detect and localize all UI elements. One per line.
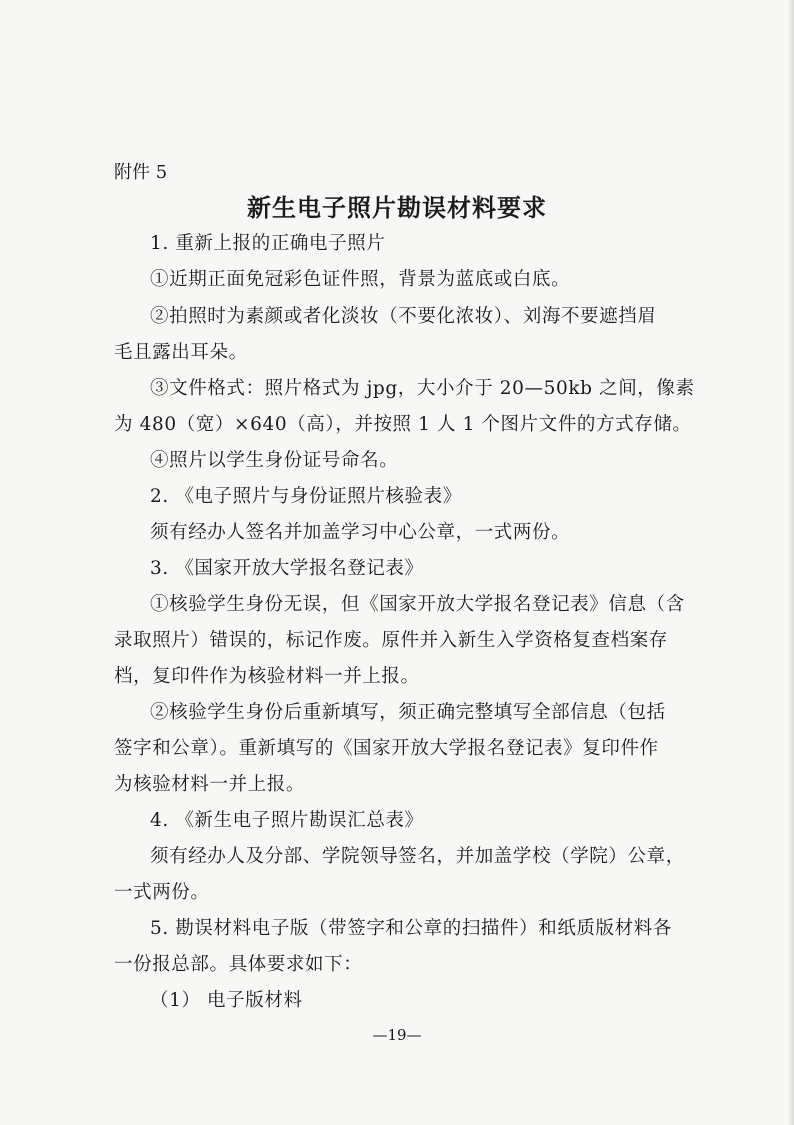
page-number: —19— [372,1026,422,1044]
section-1-heading: 1. 重新上报的正确电子照片 [150,233,386,254]
paragraph-line: ②拍照时为素颜或者化淡妆（不要化浓妆）、刘海不要遮挡眉 [150,306,657,327]
paragraph-line: ②核验学生身份后重新填写，须正确完整填写全部信息（包括 [150,702,666,723]
paragraph-line: 录取照片）错误的，标记作废。原件并入新生入学资格复查档案存 [114,630,668,651]
paragraph-line: 毛且露出耳朵。 [114,342,248,363]
section-3-heading: 3. 《国家开放大学报名登记表》 [150,558,424,579]
paragraph-line: 签字和公章）。重新填写的《国家开放大学报名登记表》复印件作 [114,738,659,759]
subsection-heading: （1） 电子版材料 [150,990,303,1011]
paragraph-line: 一式两份。 [114,882,210,903]
paragraph-line: ③文件格式：照片格式为 jpg，大小介于 20—50kb 之间，像素 [150,378,695,399]
scan-edge-shadow [788,0,794,1125]
paragraph-line: ①核验学生身份无误，但《国家开放大学报名登记表》信息（含 [150,594,685,615]
paragraph-line: 须有经办人签名并加盖学习中心公章，一式两份。 [150,522,571,543]
paragraph-line: 为 480（宽）×640（高），并按照 1 人 1 个图片文件的方式存储。 [114,414,692,435]
attachment-label: 附件 5 [114,162,168,183]
section-5-heading: 5. 勘误材料电子版（带签字和公章的扫描件）和纸质版材料各 [150,918,672,939]
paragraph-line: 须有经办人及分部、学院领导签名，并加盖学校（学院）公章， [150,846,685,867]
paragraph-line: ①近期正面免冠彩色证件照，背景为蓝底或白底。 [150,269,571,290]
paragraph-line: 一份报总部。具体要求如下： [114,954,363,975]
paragraph-line: 为核验材料一并上报。 [114,774,306,795]
section-2-heading: 2. 《电子照片与身份证照片核验表》 [150,486,462,507]
document-title: 新生电子照片勘误材料要求 [247,193,547,222]
paragraph-line: ④照片以学生身份证号命名。 [150,450,399,471]
paragraph-line: 档，复印件作为核验材料一并上报。 [114,666,420,687]
section-4-heading: 4. 《新生电子照片勘误汇总表》 [150,810,424,831]
